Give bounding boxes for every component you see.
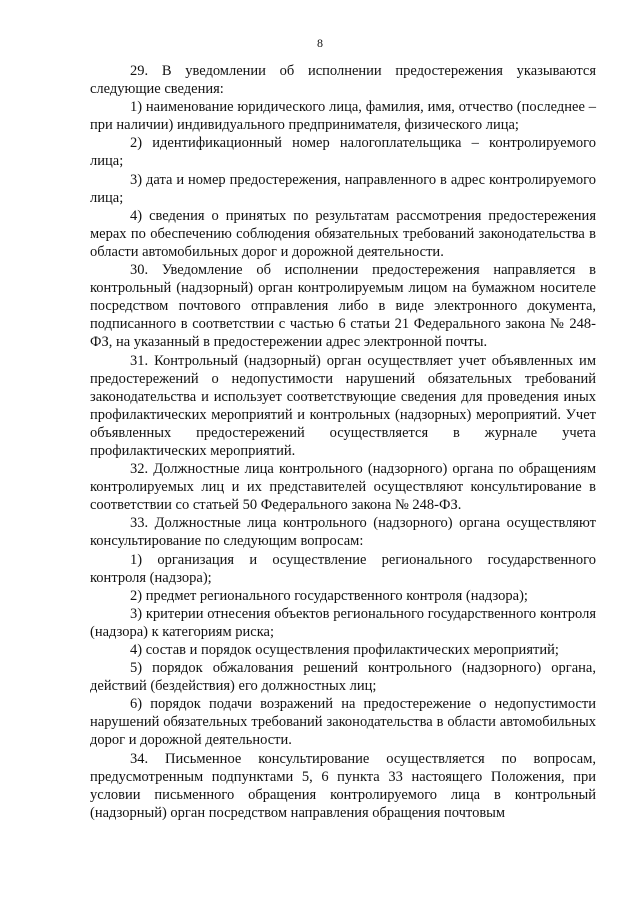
paragraph-29: 29. В уведомлении об исполнении предостережения указываются следующие сведения: [90, 63, 596, 98]
paragraph-33-item-5: 5) порядок обжалования решений контрольного (надзорного) органа, действий (бездействия) его должностных лиц; [90, 660, 596, 695]
paragraph-33-item-6: 6) порядок подачи возражений на предостережение о недопустимости нарушений обязательных требований законодательства в области автомобильных дорог и дорожной деятельности. [90, 696, 596, 749]
paragraph-29-item-2: 2) идентификационный номер налогоплательщика – контролируемого лица; [90, 135, 596, 170]
paragraph-33-item-2: 2) предмет регионального государственного контроля (надзора); [130, 587, 528, 604]
paragraph-30: 30. Уведомление об исполнении предостережения направляется в контрольный (надзорный) орган контролируемым лицом на бумажном носителе посредством почтового отправления либо в виде электронного документа, подписанного в соответствии с частью 6 статьи 21 Федерального закона № 248-ФЗ, на указанный в предостережении адрес электронной почты. [90, 262, 596, 351]
paragraph-31: 31. Контрольный (надзорный) орган осуществляет учет объявленных им предостережений о недопустимости нарушений обязательных требований законодательства и использует соответствующие сведения для проведения иных профилактических мероприятий и контрольных (надзорных) мероприятий. Учет объявленных предостережений осуществляется в журнале учета профилактических мероприятий. [90, 352, 596, 459]
paragraph-29-item-3: 3) дата и номер предостережения, направленного в адрес контролируемого лица; [90, 171, 596, 206]
paragraph-33: 33. Должностные лица контрольного (надзорного) органа осуществляют консультирование по следующим вопросам: [90, 515, 596, 550]
paragraph-33-item-4: 4) состав и порядок осуществления профилактических мероприятий; [130, 642, 559, 658]
paragraph-33-item-1: 1) организация и осуществление регионального государственного контроля (надзора); [90, 551, 596, 586]
document-body [90, 62, 596, 822]
paragraph-33-item-3: 3) критерии отнесения объектов регионального государственного контроля (надзора) к категориям риска; [90, 605, 596, 640]
paragraph-29-item-1: 1) наименование юридического лица, фамилия, имя, отчество (последнее – при наличии) индивидуального предпринимателя, физического лица; [90, 99, 596, 134]
paragraph-34: 34. Письменное консультирование осуществляется по вопросам, предусмотренным подпунктами 5, 6 пункта 33 настоящего Положения, при условии письменного обращения контролируемого лица в контрольный (надзорный) орган посредством направления обращения почтовым [90, 750, 596, 821]
paragraph-29-item-4: 4) сведения о принятых по результатам рассмотрения предостережения мерах по обеспечению соблюдения обязательных требований законодательства в области автомобильных дорог и дорожной деятельности. [90, 207, 596, 260]
page-number: 8 [317, 36, 323, 50]
paragraph-32: 32. Должностные лица контрольного (надзорного) органа по обращениям контролируемых лиц и их представителей осуществляют консультирование в соответствии со статьей 50 Федерального закона № 248-ФЗ. [90, 461, 596, 514]
